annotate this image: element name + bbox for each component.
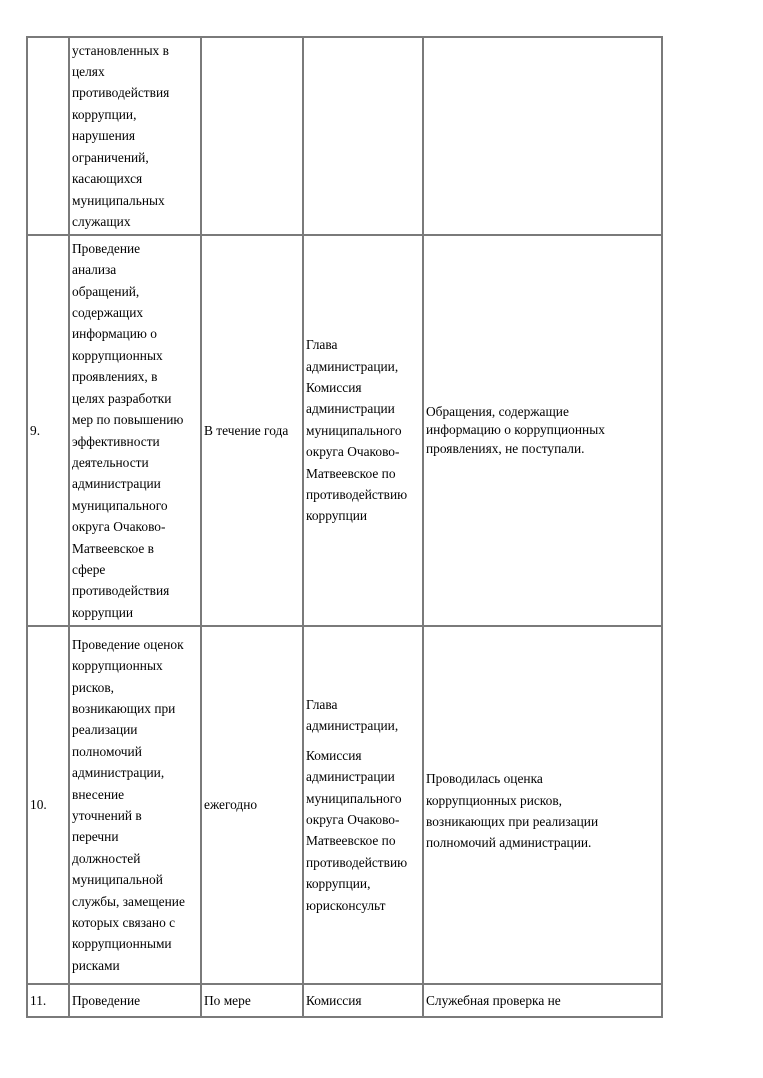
action-line: Проведение оценок: [72, 636, 184, 652]
action-cell: [69, 984, 201, 1017]
action-line: установленных в: [72, 42, 169, 58]
responsible-line: Комиссия: [306, 379, 362, 395]
action-line: сфере: [72, 561, 106, 577]
action-line: коррупции: [72, 604, 134, 620]
responsible-line: Глава: [306, 337, 338, 353]
action-line: муниципального: [72, 497, 168, 513]
responsible-line: коррупции: [306, 508, 368, 524]
action-line: администрации,: [72, 765, 165, 781]
action-line: противодействия: [72, 85, 170, 101]
report-table: [26, 36, 663, 1018]
action-line: уточнений в: [72, 808, 142, 823]
responsible-cell: [303, 984, 423, 1017]
action-line: должностей: [72, 850, 141, 866]
responsible-line: администрации: [306, 769, 395, 785]
action-line: деятельности: [72, 454, 149, 470]
table-row: [27, 626, 662, 984]
action-line: эффективности: [72, 433, 160, 449]
responsible-line: Комиссия: [306, 992, 362, 1008]
action-line: проявлениях, в: [72, 369, 158, 385]
result-line: информацию о коррупционных: [426, 422, 605, 438]
action-line: мер по повышению: [72, 412, 184, 428]
result-line: Обращения, содержащие: [426, 403, 569, 419]
action-line: рисками: [72, 957, 120, 973]
action-cell: [69, 626, 201, 984]
result-line: возникающих при реализации: [426, 814, 599, 829]
responsible-cell: [303, 37, 423, 235]
action-line: обращений,: [72, 283, 140, 299]
action-line: ограничений,: [72, 149, 149, 165]
action-line: округа Очаково-: [72, 519, 166, 535]
result-line: проявлениях, не поступали.: [426, 440, 585, 456]
action-line: коррупционными: [72, 936, 172, 952]
action-line: коррупции,: [72, 106, 137, 122]
action-line: противодействия: [72, 583, 170, 599]
term-cell: [201, 37, 303, 235]
responsible-line: Матвеевское по: [306, 833, 396, 849]
action-line: Матвеевское в: [72, 540, 154, 556]
term-cell: В течение года: [201, 235, 303, 626]
action-line: полномочий: [72, 743, 142, 759]
responsible-cell: [303, 235, 423, 626]
responsible-line: Глава: [306, 696, 338, 712]
action-line: службы, замещение: [72, 893, 185, 909]
responsible-line: юрисконсульт: [306, 897, 386, 913]
result-line: коррупционных рисков,: [426, 792, 562, 808]
action-line: нарушения: [72, 128, 136, 144]
responsible-line: коррупции,: [306, 876, 371, 892]
action-cell: [69, 37, 201, 235]
responsible-line: муниципального: [306, 790, 402, 806]
responsible-line: противодействию: [306, 854, 408, 870]
action-line: возникающих при: [72, 700, 176, 716]
action-line: Проведение: [72, 240, 141, 256]
responsible-cell: [303, 626, 423, 984]
action-line: муниципальной: [72, 872, 163, 888]
table-row: [27, 235, 662, 626]
responsible-spacer: [306, 737, 420, 745]
action-line: касающихся: [72, 171, 143, 187]
action-line: внесение: [72, 786, 125, 802]
action-line: администрации: [72, 476, 161, 492]
action-line: которых связано с: [72, 915, 176, 931]
action-line: содержащих: [72, 305, 144, 321]
action-line: коррупционных: [72, 347, 163, 363]
term-cell: По мере: [201, 984, 303, 1017]
action-cell: [69, 235, 201, 626]
result-cell: [423, 37, 662, 235]
row-number-cell: [27, 37, 69, 235]
row-number-cell: 10.: [27, 626, 69, 984]
responsible-line: администрации: [306, 401, 395, 417]
action-line: муниципальных: [72, 192, 165, 208]
action-line: перечни: [72, 829, 119, 845]
action-line: коррупционных: [72, 658, 163, 674]
action-line: служащих: [72, 213, 131, 229]
table-row: [27, 37, 662, 235]
responsible-line: округа Очаково-: [306, 444, 400, 460]
result-line: Проводилась оценка: [426, 771, 543, 787]
responsible-line: Комиссия: [306, 747, 362, 763]
action-line: анализа: [72, 262, 117, 278]
action-line: рисков,: [72, 679, 114, 695]
row-number-cell: 11.: [27, 984, 69, 1017]
result-line: полномочий администрации.: [426, 835, 592, 851]
action-line: целях: [72, 64, 105, 80]
responsible-line: администрации,: [306, 718, 399, 734]
responsible-line: администрации,: [306, 358, 399, 374]
result-cell: [423, 626, 662, 984]
action-line: реализации: [72, 722, 138, 738]
action-line: целях разработки: [72, 390, 172, 406]
action-line: Проведение: [72, 992, 141, 1008]
row-number-cell: 9.: [27, 235, 69, 626]
result-cell: [423, 235, 662, 626]
responsible-line: Матвеевское по: [306, 465, 396, 481]
action-line: информацию о: [72, 326, 157, 342]
result-cell: [423, 984, 662, 1017]
term-cell: ежегодно: [201, 626, 303, 984]
table-row: [27, 984, 662, 1017]
responsible-line: округа Очаково-: [306, 812, 400, 827]
result-line: Служебная проверка не: [426, 992, 561, 1008]
responsible-line: противодействию: [306, 487, 408, 503]
responsible-line: муниципального: [306, 422, 402, 438]
